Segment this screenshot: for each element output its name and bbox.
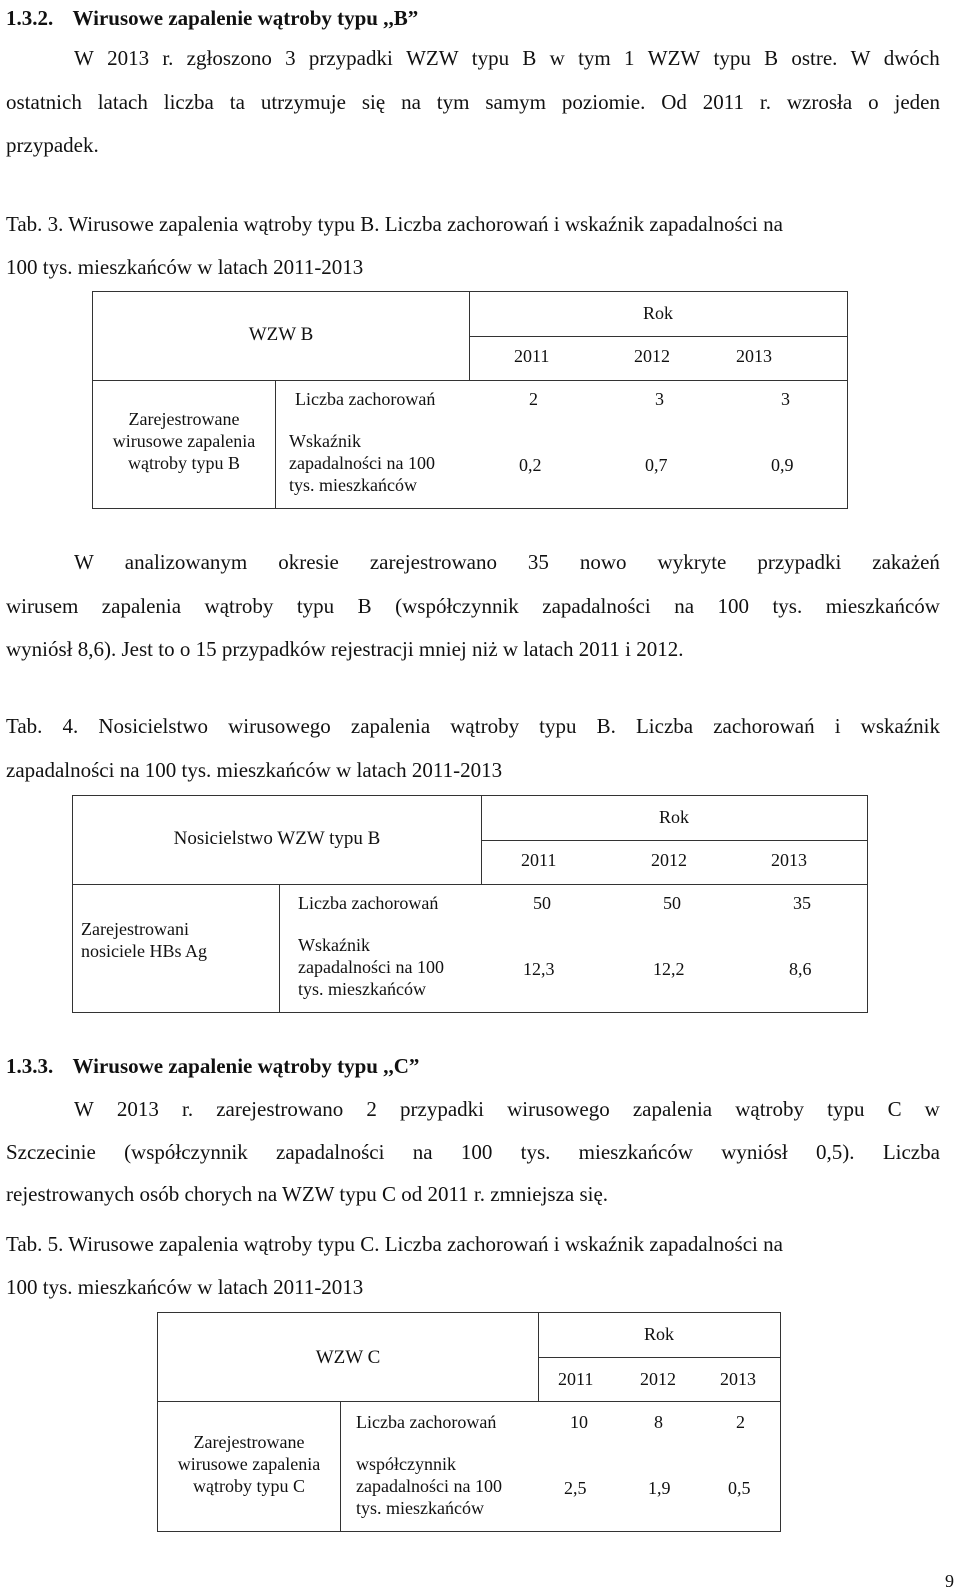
table-cell: 3 (655, 389, 664, 409)
table-cell: 0,9 (771, 455, 794, 475)
rok-header: Rok (658, 807, 689, 827)
year-header: 2012 (651, 850, 687, 870)
table-cell: 2 (529, 389, 538, 409)
row-label: Liczba zachorowań (295, 389, 436, 409)
table-cell: 0,2 (519, 455, 542, 475)
section-title: Wirusowe zapalenie wątroby typu ,,B” (72, 6, 419, 30)
table-cell: 8 (654, 1412, 663, 1432)
row-group-label: Zarejestrowane wirusowe zapalenia wątroby typu B (112, 409, 256, 473)
paragraph-line: W 2013 r. zgłoszono 3 przypadki WZW typu B w tym 1 WZW typu B ostre. W dwóch (74, 46, 940, 70)
section-heading-c (6, 1054, 419, 1079)
row-group-label: Zarejestrowane wirusowe zapalenia wątroby typu C (177, 1432, 321, 1496)
paragraph-line: przypadek. (6, 133, 99, 157)
table-cell: 2 (736, 1412, 745, 1432)
section-heading-b (6, 6, 418, 31)
row-label: Wskaźnik zapadalności na 100 tys. mieszkańców (298, 935, 444, 999)
table-wzw-b (92, 291, 848, 509)
table-cell: 0,5 (728, 1478, 751, 1498)
column-header-label: WZW C (315, 1347, 381, 1368)
section-number: 1.3.3. (6, 1054, 54, 1078)
table-caption: 100 tys. mieszkańców w latach 2011-2013 (6, 1275, 364, 1299)
row-label: Liczba zachorowań (356, 1412, 497, 1432)
table-cell: 12,2 (653, 959, 685, 979)
paragraph-line: W 2013 r. zarejestrowano 2 przypadki wirusowego zapalenia wątroby typu C w (74, 1097, 940, 1121)
table-caption: Tab. 4. Nosicielstwo wirusowego zapalenia wątroby typu B. Liczba zachorowań i wskaźnik (6, 714, 940, 738)
year-header: 2012 (640, 1369, 676, 1389)
rok-header: Rok (642, 303, 673, 323)
table-cell: 3 (781, 389, 790, 409)
table-cell: 35 (793, 893, 811, 913)
year-header: 2012 (634, 346, 670, 366)
year-header: 2013 (720, 1369, 756, 1389)
year-header: 2013 (736, 346, 772, 366)
table-caption: Tab. 5. Wirusowe zapalenia wątroby typu C. Liczba zachorowań i wskaźnik zapadalności na (6, 1232, 783, 1256)
paragraph-line: W analizowanym okresie zarejestrowano 35 nowo wykryte przypadki zakażeń (74, 550, 940, 574)
paragraph-line: Szczecinie (współczynnik zapadalności na 100 tys. mieszkańców wyniósł 0,5). Liczba (6, 1140, 940, 1164)
row-label: współczynnik zapadalności na 100 tys. mieszkańców (356, 1454, 502, 1518)
table-wzw-c (157, 1312, 781, 1532)
table-cell: 50 (663, 893, 681, 913)
table-cell: 0,7 (645, 455, 668, 475)
table-caption: 100 tys. mieszkańców w latach 2011-2013 (6, 255, 364, 279)
table-cell: 2,5 (564, 1478, 587, 1498)
year-header: 2011 (521, 850, 557, 870)
column-header-label: Nosicielstwo WZW typu B (173, 828, 381, 849)
page-number: 9 (945, 1571, 954, 1591)
paragraph-line: rejestrowanych osób chorych na WZW typu C od 2011 r. zmniejsza się. (6, 1182, 609, 1206)
table-cell: 50 (533, 893, 551, 913)
table-hbs-carriers (72, 795, 868, 1013)
table-cell: 1,9 (648, 1478, 671, 1498)
section-title: Wirusowe zapalenie wątroby typu ,,C” (72, 1054, 420, 1078)
row-group-label: Zarejestrowani nosiciele HBs Ag (81, 919, 207, 961)
year-header: 2013 (771, 850, 807, 870)
paragraph-line: wyniósł 8,6). Jest to o 15 przypadków rejestracji mniej niż w latach 2011 i 2012. (6, 637, 684, 661)
table-cell: 10 (570, 1412, 588, 1432)
section-number: 1.3.2. (6, 6, 54, 30)
table-caption: zapadalności na 100 tys. mieszkańców w latach 2011-2013 (6, 758, 503, 782)
table-caption: Tab. 3. Wirusowe zapalenia wątroby typu B. Liczba zachorowań i wskaźnik zapadalności na (6, 212, 783, 236)
year-header: 2011 (514, 346, 550, 366)
year-header: 2011 (558, 1369, 594, 1389)
table-cell: 12,3 (523, 959, 555, 979)
row-label: Wskaźnik zapadalności na 100 tys. mieszkańców (289, 431, 435, 495)
column-header-label: WZW B (248, 324, 314, 345)
row-label: Liczba zachorowań (298, 893, 439, 913)
rok-header: Rok (643, 1324, 674, 1344)
paragraph-line: wirusem zapalenia wątroby typu B (współczynnik zapadalności na 100 tys. mieszkańców (6, 594, 940, 618)
table-cell: 8,6 (789, 959, 812, 979)
paragraph-line: ostatnich latach liczba ta utrzymuje się na tym samym poziomie. Od 2011 r. wzrosła o jeden (6, 90, 940, 114)
